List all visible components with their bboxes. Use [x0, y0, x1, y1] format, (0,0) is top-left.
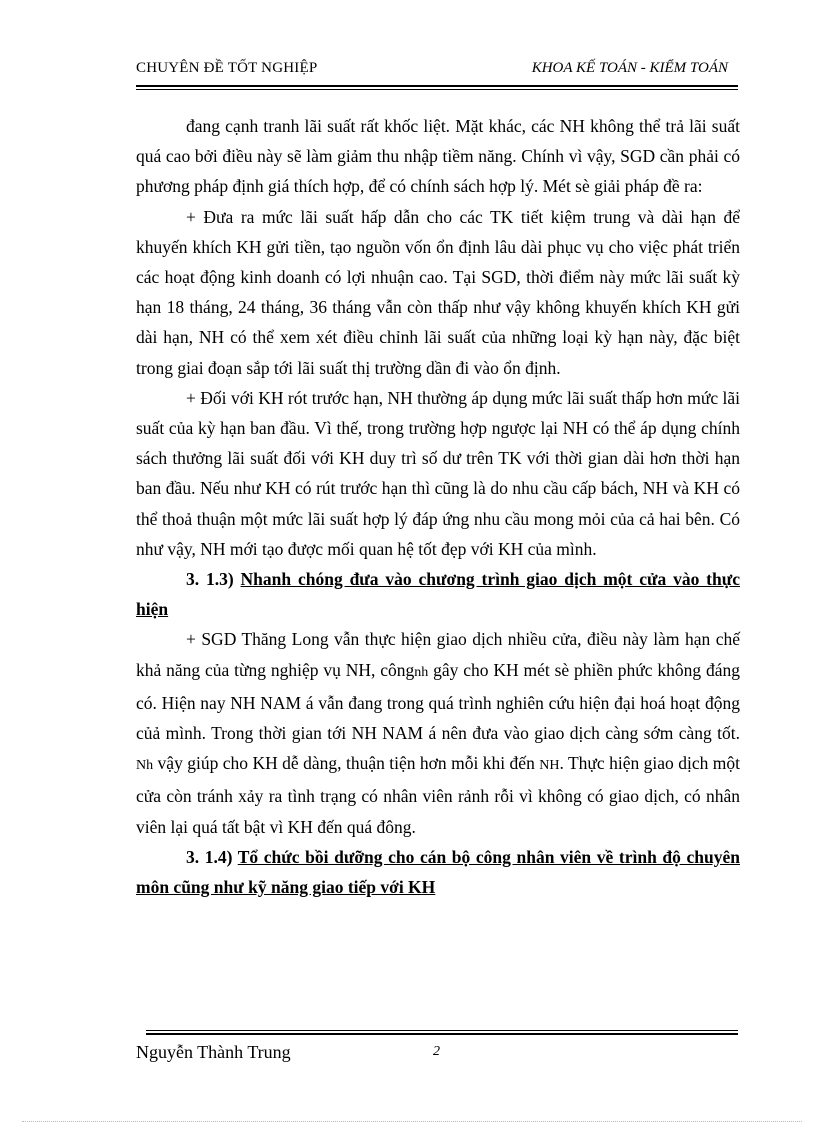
paragraph-1: đang cạnh tranh lãi suất rất khốc liệt. Mặt khác, các NH không thể trả lãi suất quá cao bởi điều này sẽ làm giảm thu nhập tiềm năng. Chính vì vậy, SGD cần phải có phương pháp định giá thích hợp, để có chính sách hợp lý. Mét sè giải pháp đề ra: [136, 116, 740, 197]
paragraph-3: + Đối với KH rót trước hạn, NH thường áp dụng mức lãi suất thấp hơn mức lãi suất của kỳ hạn ban đầu. Vì thế, trong trường hợp ngược lại NH có thể áp dụng chính sách thưởng lãi suất đối với KH duy trì số dư trên TK với thời gian dài hơn thời hạn ban đầu. Nếu như KH có rút trước hạn thì cũng là do nhu cầu cấp bách, NH và KH có thể thoả thuận một mức lãi suất hợp lý đáp ứng nhu cầu mong mỏi của cả hai bên. Có như vậy, NH mới tạo được mối quan hệ tốt đẹp với KH của mình. [136, 387, 740, 559]
section-heading-3-1-3 [136, 564, 740, 624]
header-left: CHUYÊN ĐỀ TỐT NGHIỆP [136, 60, 318, 76]
page-edge-divider [22, 1121, 802, 1122]
section-heading-3-1-4 [136, 842, 740, 902]
paragraph-2: + Đưa ra mức lãi suất hấp dẫn cho các TK tiết kiệm trung và dài hạn để khuyến khích KH gửi tiền, tạo nguồn vốn ổn định lâu dài phục vụ cho việc phát triển các hoạt động kinh doanh có lợi nhuận cao. Tại SGD, thời điểm này mức lãi suất kỳ hạn 18 tháng, 24 tháng, 36 tháng vẫn còn thấp như vậy không khuyến khích KH gửi dài hạn, NH có thể xem xét điều chỉnh lãi suất của những loại kỳ hạn này, đặc biệt trong giai đoạn sắp tới lãi suất thị trường dần đi vào ổn định. [136, 206, 740, 378]
paragraph-4-nh-2: Nh [136, 758, 154, 774]
heading-number: 3. 1.4) [186, 846, 233, 867]
footer-divider [146, 1030, 738, 1035]
page-header [136, 60, 728, 82]
paragraph-4-nh-1: nh [414, 664, 429, 680]
paragraph-4-part-c: vậy giúp cho KH dễ dàng, thuận tiện hơn mỗi khi đến [153, 753, 535, 774]
page-number: 2 [433, 1044, 440, 1059]
page-body [136, 111, 740, 902]
footer-author: Nguyễn Thành Trung [136, 1042, 291, 1062]
paragraph-4-part-b: gây cho KH mét sè phiền phức không đáng có. Hiện nay NH NAM á vẫn đang trong quá trình nghiên cứu hiện đại hoá hoạt động củả mình. Trong thời gian tới NH NAM á nên đưa vào giao dịch càng sớm càng tốt. [136, 659, 740, 744]
heading-title: Nhanh chóng đưa vào chương trình giao dịch một cửa vào thực hiện [136, 569, 741, 620]
paragraph-4-part-d: . Thực hiện giao dịch một cửa còn tránh xảy ra tình trạng có nhân viên rảnh rỗi vì không có giao dịch, có nhân viên lại quá tất bật vì KH đến quá đông. [136, 753, 741, 837]
heading-number: 3. 1.3) [186, 569, 234, 590]
paragraph-4-nh-3: NH [539, 758, 560, 774]
paragraph-4-part-a: + SGD Thăng Long vẫn thực hiện giao dịch nhiều cửa, điều này làm hạn chế khả năng của từng nghiệp vụ NH, công [136, 629, 740, 680]
header-right: KHOA KẾ TOÁN - KIỂM TOÁN [531, 60, 728, 76]
heading-title: Tổ chức bồi dưỡng cho cán bộ công nhân viên về trình độ chuyên môn cũng như kỹ năng giao tiếp với KH [136, 846, 740, 898]
page-footer [136, 1042, 736, 1068]
header-divider [136, 85, 738, 90]
paragraph-4 [136, 624, 740, 841]
